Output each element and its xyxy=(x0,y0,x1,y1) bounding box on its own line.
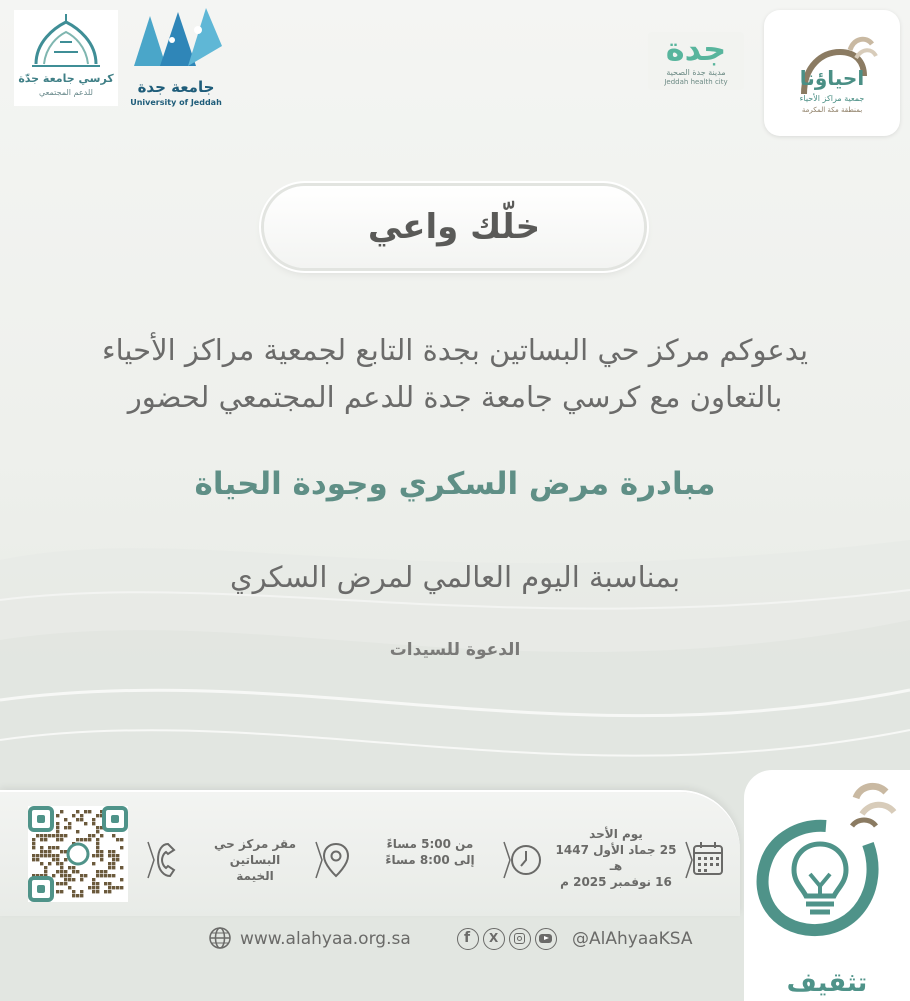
occasion-text: بمناسبة اليوم العالمي لمرض السكري xyxy=(229,560,681,594)
category-badge xyxy=(744,770,910,1001)
location-pin-icon xyxy=(312,836,356,884)
x-icon[interactable]: X xyxy=(483,928,505,950)
footer xyxy=(200,920,700,956)
title-banner xyxy=(264,186,644,268)
date-gregorian: 16 نوفمبر 2025 م xyxy=(560,875,672,889)
time-text xyxy=(362,836,498,868)
chair-logo-line2: للدعم المجتمعي xyxy=(39,88,93,97)
ahyaa-logo xyxy=(764,10,900,136)
date-text xyxy=(548,826,684,890)
social-handle[interactable]: @AlAhyaaKSA xyxy=(572,929,693,949)
youtube-icon[interactable] xyxy=(535,928,557,950)
dome-icon xyxy=(14,12,118,74)
university-logo xyxy=(126,6,226,110)
health-city-name-english: Jeddah health city xyxy=(664,78,728,86)
globe-icon xyxy=(208,926,232,950)
date-day: يوم الأحد xyxy=(589,827,643,841)
location-line2: البساتين xyxy=(229,853,281,867)
location-text xyxy=(200,836,310,884)
university-emblem xyxy=(126,6,226,74)
ahyaa-line2: بمنطقة مكة المكرمة xyxy=(801,106,863,114)
chair-logo-line1: كرسي جامعة جدّة xyxy=(18,72,114,85)
university-name-english: University of Jeddah xyxy=(130,98,222,107)
location-line1: مقر مركز حي xyxy=(213,837,296,851)
time-from: من 5:00 مساءً xyxy=(386,837,474,851)
facebook-icon[interactable]: f xyxy=(457,928,479,950)
website-link[interactable]: www.alahyaa.org.sa xyxy=(240,929,411,949)
audience-note: الدعوة للسيدات xyxy=(389,640,521,660)
calendar-icon xyxy=(682,836,728,884)
lightbulb-icon xyxy=(744,770,910,960)
qr-code[interactable] xyxy=(28,806,128,902)
health-city-logo xyxy=(648,32,744,90)
category-label: تثقيف xyxy=(786,968,868,998)
location-line3: الخيمة xyxy=(236,869,274,883)
time-to: إلى 8:00 مساءً xyxy=(385,853,475,867)
ahyaa-line1: جمعية مراكز الأحياء xyxy=(799,94,865,103)
chair-logo xyxy=(14,10,118,106)
health-city-name-arabic: مدينة جدة الصحية xyxy=(666,68,726,77)
ahyaa-name: احياؤنا xyxy=(799,66,865,90)
phone-icon xyxy=(144,836,186,884)
invitation-line-1: يدعوكم مركز حي البساتين بجدة التابع لجمعية مراكز الأحياء xyxy=(101,333,809,367)
health-city-mark: جدة xyxy=(665,30,727,68)
clock-icon xyxy=(500,836,546,884)
university-name-arabic: جامعة جدة xyxy=(137,78,215,96)
initiative-title: مبادرة مرض السكري وجودة الحياة xyxy=(194,466,716,502)
page-title: خلّك واعي xyxy=(367,207,541,247)
instagram-icon[interactable] xyxy=(509,928,531,950)
invitation-line-2: بالتعاون مع كرسي جامعة جدة للدعم المجتمعي لحضور xyxy=(127,380,783,414)
date-hijri: 25 جماد الأول 1447 هـ xyxy=(555,843,677,873)
